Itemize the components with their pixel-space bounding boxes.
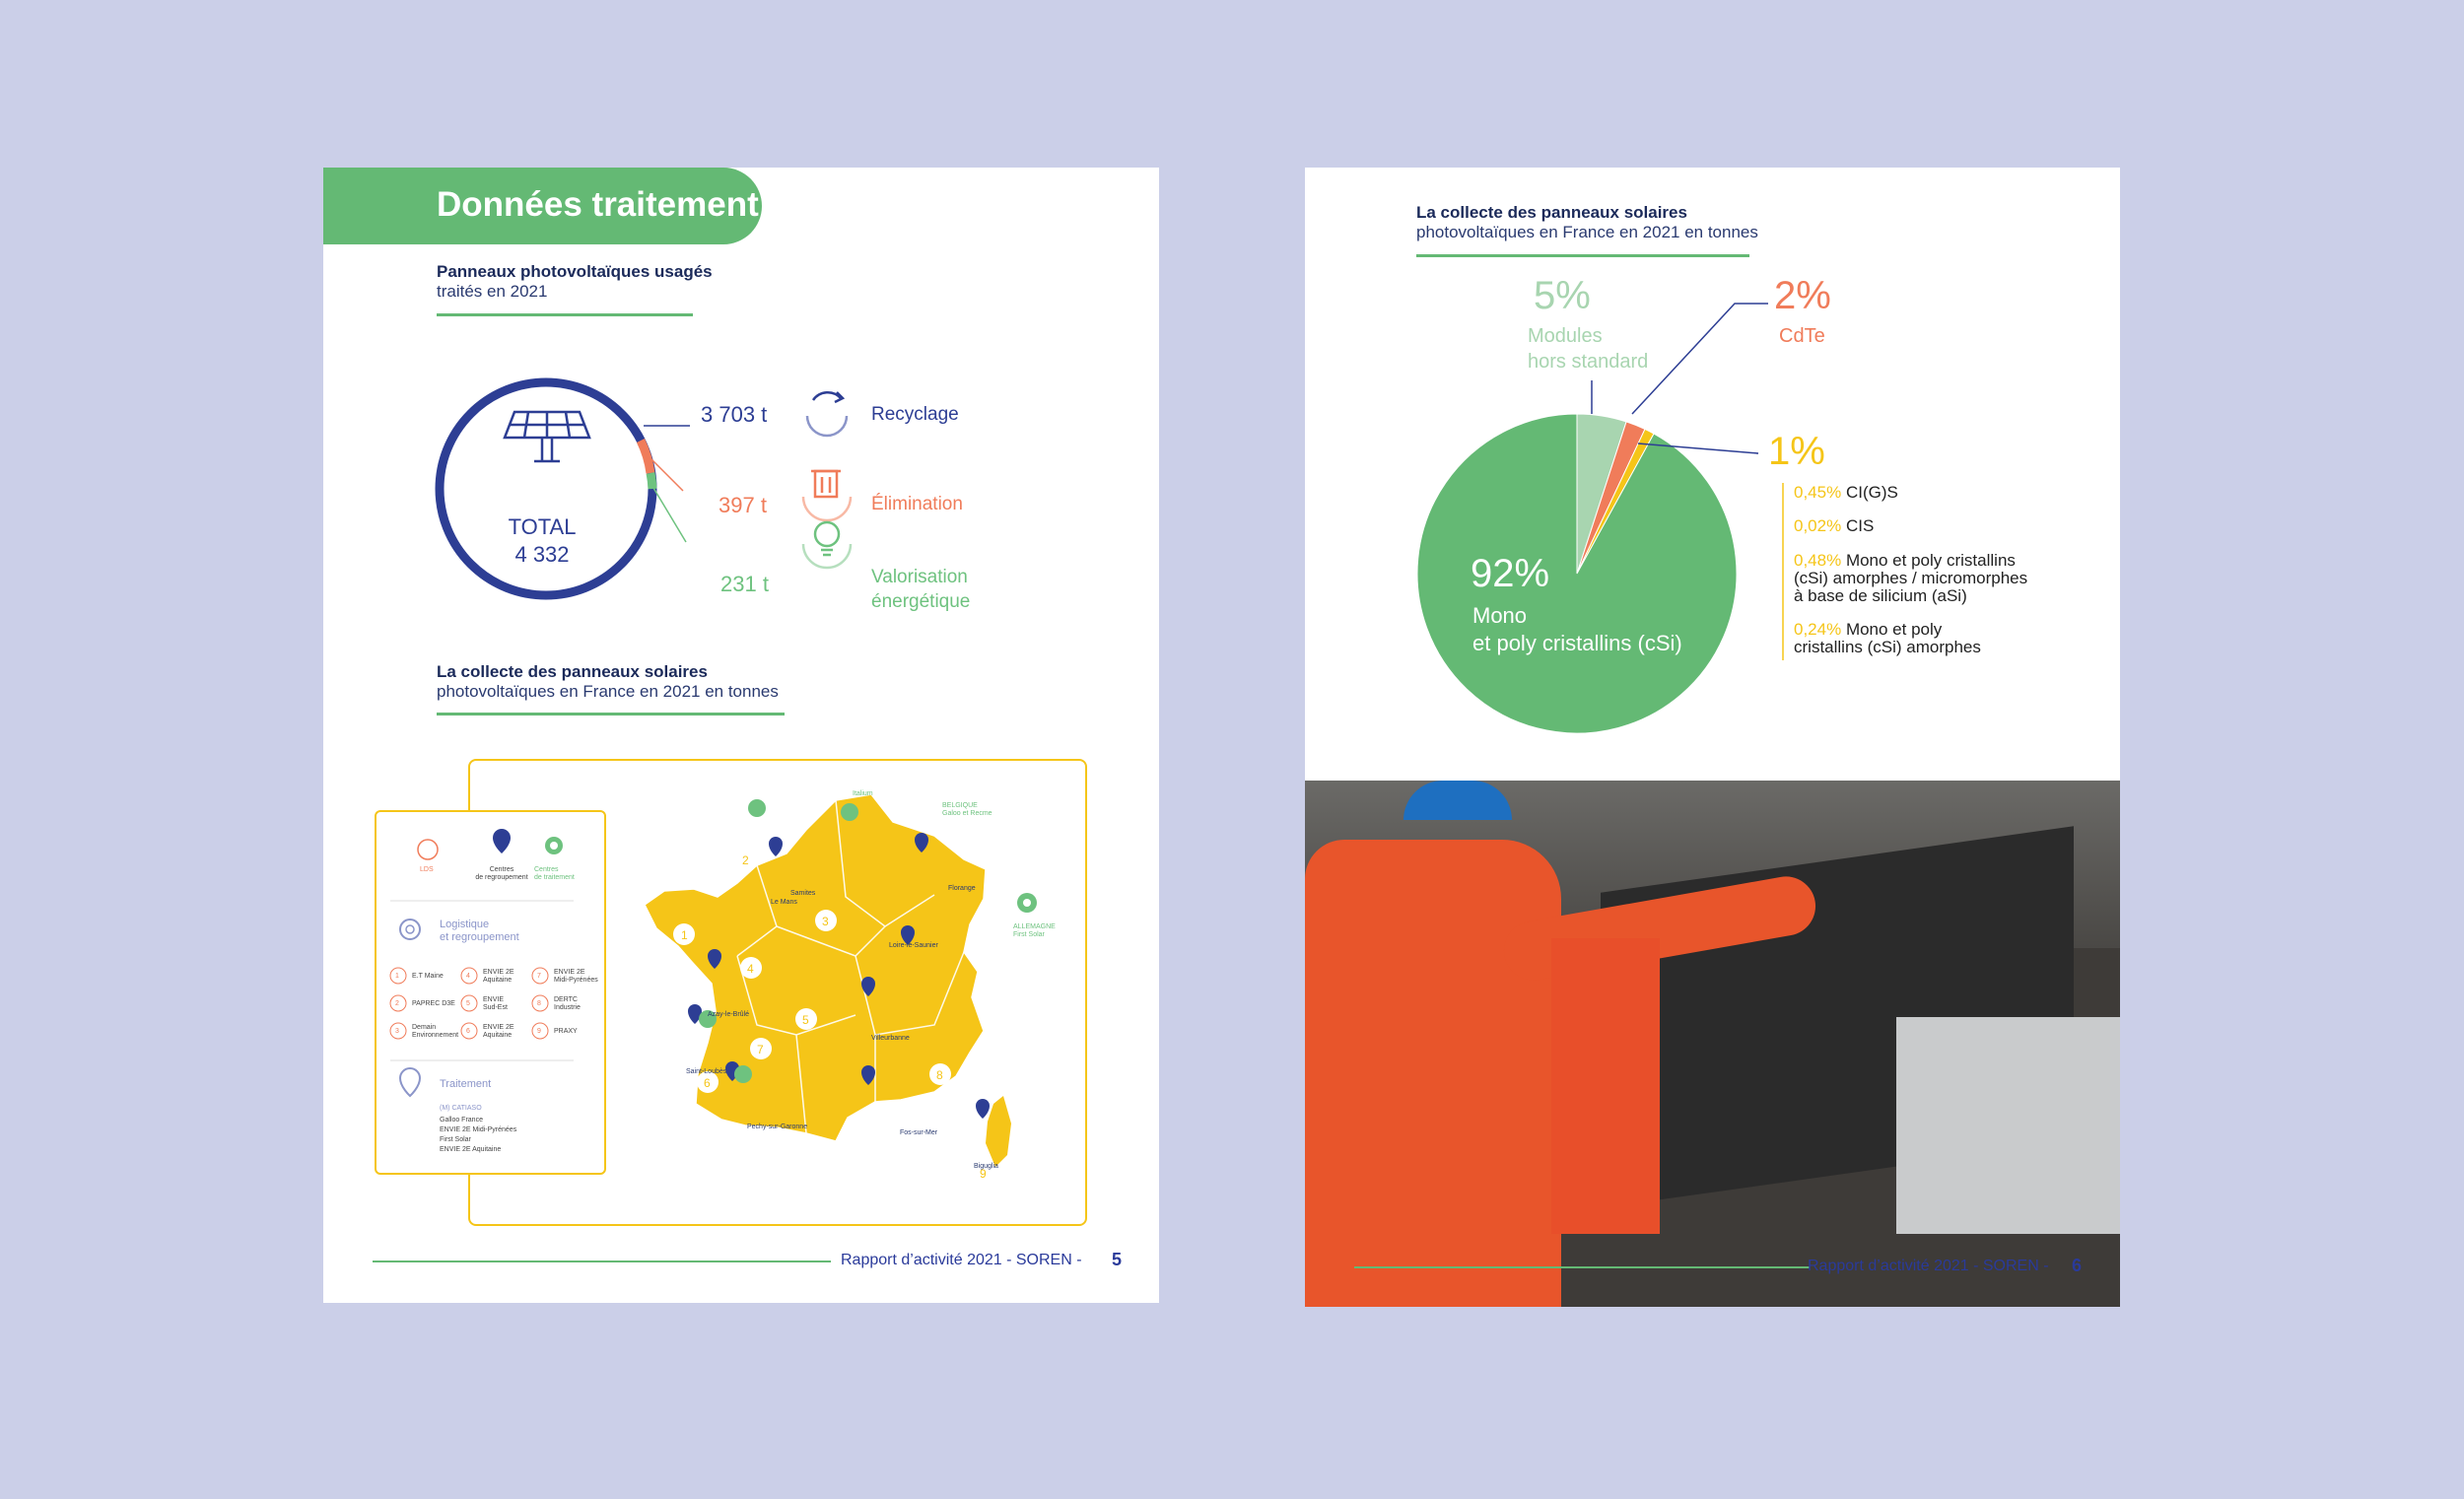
slice-hors-standard-label-1: Modules <box>1528 325 1603 347</box>
map-label-fos: Fos-sur-Mer <box>900 1129 938 1136</box>
map-label-saint-loubes: Saint-Loubès <box>686 1068 727 1075</box>
pie-chart <box>1305 168 2120 779</box>
slice-hors-standard-pct: 5% <box>1534 274 1591 317</box>
photo-stack <box>1896 1017 2120 1234</box>
breakdown-4-line1: Mono et poly <box>1845 620 1943 639</box>
legend-item-3a: Demain <box>412 1024 437 1031</box>
treatment-title: Traitement <box>440 1078 492 1090</box>
map-num-2: 2 <box>742 853 749 867</box>
france-map <box>639 788 1053 1202</box>
map-num-5: 5 <box>802 1013 809 1027</box>
breakdown-3-pct: 0,48% <box>1794 551 1842 570</box>
slice-cdte-label: CdTe <box>1779 325 1825 347</box>
map-label-bastia: Biguglia <box>974 1163 998 1170</box>
legend-item-3b: Environnement <box>412 1032 459 1039</box>
section-1-title: Panneaux photovoltaïques usagés <box>437 262 713 281</box>
elimination-label: Élimination <box>871 494 963 514</box>
legend-item-9: PRAXY <box>554 1028 578 1035</box>
legend-num-2: 2 <box>395 1000 399 1007</box>
breakdown-2-pct: 0,02% <box>1794 516 1842 535</box>
recycle-icon <box>807 392 847 436</box>
legend-item-6a: ENVIE 2E <box>483 1024 514 1031</box>
pie-slice-92 <box>1417 414 1737 733</box>
gear-icon-allemagne <box>1013 889 1043 919</box>
legend-num-3: 3 <box>395 1028 399 1035</box>
recycling-label: Recyclage <box>871 404 959 425</box>
breakdown-2 <box>1794 516 1874 536</box>
valorisation-value: 231 t <box>720 572 769 596</box>
trash-icon <box>803 471 851 520</box>
breakdown-4-pct: 0,24% <box>1794 620 1842 639</box>
valorisation-label-2: énergétique <box>871 591 971 612</box>
workers-photo <box>1305 781 2120 1307</box>
map-label-azay: Azay-le-Brûlé <box>708 1011 750 1018</box>
pin-icon <box>493 829 511 853</box>
treatment-sub: (M) CATIASO <box>440 1105 482 1112</box>
photo-worker-center <box>1551 938 1660 1234</box>
legend-item-5b: Sud-Est <box>483 1004 508 1011</box>
treatment-item-1: Galloo France <box>440 1117 483 1124</box>
breakdown-1-label: CI(G)S <box>1845 483 1898 502</box>
legend-item-1: E.T Maine <box>412 973 444 980</box>
donut-total-label: TOTAL <box>508 514 577 539</box>
treatment-item-2: ENVIE 2E Midi-Pyrénées <box>440 1126 517 1133</box>
donut-total-value: 4 332 <box>514 542 570 567</box>
legend-num-4: 4 <box>466 973 470 980</box>
legend-item-6b: Aquitaine <box>483 1032 513 1039</box>
legend-item-4a: ENVIE 2E <box>483 969 514 976</box>
legend-item-2: PAPREC D3E <box>412 1000 455 1007</box>
breakdown-4-line2: cristallins (cSi) amorphes <box>1794 638 1981 656</box>
legend-regroupement-2: de regroupement <box>475 874 528 881</box>
valorisation-label-1: Valorisation <box>871 567 968 587</box>
section-2-subtitle: photovoltaïques en France en 2021 en tonnes <box>437 682 779 701</box>
slice-main-label-1: Mono <box>1472 603 1528 628</box>
legend-item-7b: Midi-Pyrénées <box>554 977 598 984</box>
map-num-1: 1 <box>681 928 688 942</box>
legend-num-8: 8 <box>537 1000 541 1007</box>
legend-item-4b: Aquitaine <box>483 977 513 984</box>
map-label-florange: Florange <box>948 885 976 892</box>
report-page-6 <box>1305 168 2120 1307</box>
map-legend <box>375 810 606 1175</box>
lightbulb-icon <box>803 522 851 568</box>
photo-worker-left <box>1305 840 1561 1307</box>
gear-outline-icon <box>400 920 420 939</box>
logistics-title-2: et regroupement <box>440 931 519 943</box>
section-subtitle: photovoltaïques en France en 2021 en tonnes <box>1416 223 1758 241</box>
section-1-subtitle: traités en 2021 <box>437 282 548 301</box>
page-number: 5 <box>1112 1250 1123 1269</box>
footer-rule <box>373 1261 831 1262</box>
slice-other-pct: 1% <box>1768 430 1825 473</box>
breakdown-1-pct: 0,45% <box>1794 483 1842 502</box>
map-label-allemagne-2: First Solar <box>1013 931 1045 938</box>
legend-item-5a: ENVIE <box>483 996 505 1003</box>
report-page-5 <box>323 168 1159 1303</box>
treatment-item-3: First Solar <box>440 1136 471 1143</box>
map-label-belgique-1: BELGIQUE <box>942 802 978 809</box>
map-num-4: 4 <box>747 962 754 976</box>
breakdown-3-line1: Mono et poly cristallins <box>1845 551 2016 570</box>
logistics-title-1: Logistique <box>440 919 490 930</box>
map-num-3: 3 <box>822 915 829 928</box>
slice-cdte-pct: 2% <box>1774 274 1831 317</box>
treatment-pin-icon <box>400 1068 420 1096</box>
breakdown-1 <box>1794 483 1898 503</box>
breakdown-3-line2: (cSi) amorphes / micromorphes <box>1794 569 2028 587</box>
map-num-7: 7 <box>757 1043 764 1056</box>
lds-symbol <box>418 840 438 859</box>
legend-num-6: 6 <box>466 1028 470 1035</box>
solar-panel-icon <box>505 412 589 461</box>
page-number: 6 <box>2072 1256 2083 1275</box>
map-label-allemagne-1: ALLEMAGNE <box>1013 923 1056 930</box>
legend-item-8b: Industrie <box>554 1004 581 1011</box>
legend-regroupement-1: Centres <box>489 866 514 873</box>
legend-num-5: 5 <box>466 1000 470 1007</box>
map-label-top: Italium <box>853 790 873 797</box>
breakdown-2-label: CIS <box>1845 516 1875 535</box>
recycling-value: 3 703 t <box>701 402 768 427</box>
slice-main-label-2: et poly cristallins (cSi) <box>1472 631 1682 655</box>
legend-num-1: 1 <box>395 973 399 980</box>
map-label-le-mans: Le Mans <box>771 899 797 906</box>
map-label-villeurbanne: Villeurbanne <box>871 1035 910 1042</box>
page-title: Données traitement <box>437 185 759 224</box>
gear-icon <box>545 837 563 854</box>
map-label-loire: Loire-le-Saunier <box>889 942 938 949</box>
map-num-9: 9 <box>980 1167 987 1181</box>
section-2-rule <box>437 713 785 715</box>
section-title: La collecte des panneaux solaires <box>1416 203 1687 222</box>
map-label-belgique-2: Galoo et Recme <box>942 810 992 817</box>
section-1-rule <box>437 313 693 316</box>
map-num-6: 6 <box>704 1076 711 1090</box>
france-mainland <box>645 794 986 1141</box>
slice-hors-standard-label-2: hors standard <box>1528 351 1649 373</box>
footer-rule <box>1354 1266 1810 1268</box>
footer-text: Rapport d’activité 2021 - SOREN - <box>1808 1258 2049 1274</box>
map-label-pechbonnieu: Pechy-sur-Garonne <box>747 1124 808 1130</box>
elimination-value: 397 t <box>719 493 767 517</box>
legend-traitement-2: de traitement <box>534 874 575 881</box>
map-label-samites: Samites <box>790 890 816 897</box>
legend-item-8a: DERTC <box>554 996 578 1003</box>
legend-lds: LDS <box>420 866 434 873</box>
legend-num-9: 9 <box>537 1028 541 1035</box>
title-tab <box>323 168 762 244</box>
legend-item-7a: ENVIE 2E <box>554 969 585 976</box>
footer-text: Rapport d’activité 2021 - SOREN - <box>841 1252 1082 1268</box>
treatment-item-4: ENVIE 2E Aquitaine <box>440 1146 502 1153</box>
category-icons <box>799 386 858 583</box>
breakdown-4 <box>1794 621 1981 656</box>
section-2-title: La collecte des panneaux solaires <box>437 662 708 681</box>
legend-traitement-1: Centres <box>534 866 559 873</box>
breakdown-3-line3: à base de silicium (aSi) <box>1794 586 1967 605</box>
map-num-8: 8 <box>936 1068 943 1082</box>
legend-num-7: 7 <box>537 973 541 980</box>
breakdown-3 <box>1794 552 2027 605</box>
slice-main-pct: 92% <box>1471 552 1550 595</box>
